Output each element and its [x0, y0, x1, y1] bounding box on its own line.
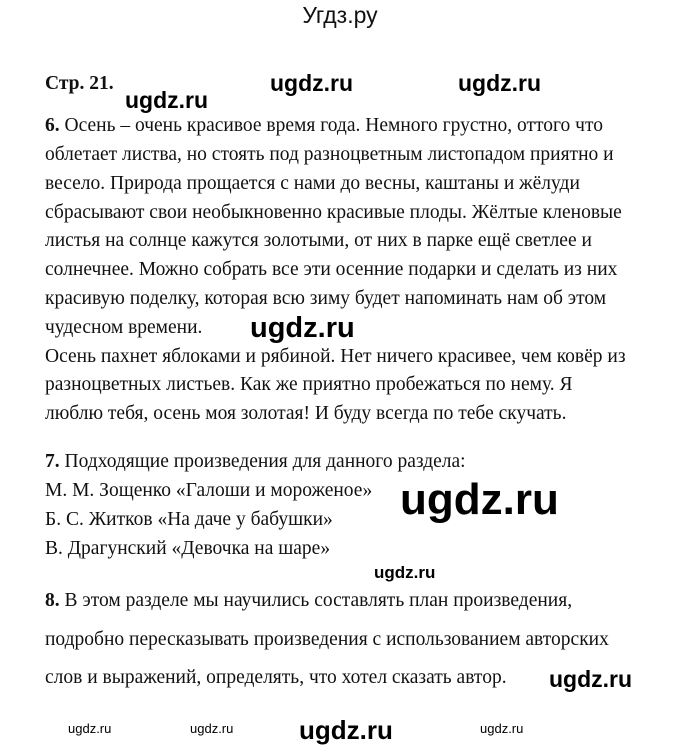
site-header-title: Угдз.ру [302, 2, 378, 28]
task6-line: Осень пахнет яблоками и рябиной. Нет ничего красивее, чем ковёр из [45, 346, 626, 367]
watermark: ugdz.ru [480, 721, 524, 736]
task8-line [45, 589, 572, 613]
task6-line: солнечнее. Можно собрать все эти осенние подарки и сделать из них [45, 259, 618, 280]
page-reference-text: Стр. 21. [45, 73, 114, 94]
task-text: Подходящие произведения для данного раздела: [64, 451, 466, 472]
watermark: ugdz.ru [374, 563, 436, 582]
watermark: ugdz.ru [400, 475, 559, 524]
task8-line: подробно пересказывать произведения с использованием авторских [45, 629, 609, 650]
watermark: ugdz.ru [549, 666, 633, 692]
task6-line: облетает листва, но стоять под разноцветным листопадом приятно и [45, 144, 614, 165]
task6-line [45, 114, 603, 138]
work-item: М. М. Зощенко «Галоши и мороженое» [45, 480, 373, 501]
task6-line: чудесном времени. [45, 317, 203, 338]
work-item: В. Драгунский «Девочка на шаре» [45, 538, 331, 559]
task8-line: слов и выражений, определять, что хотел сказать автор. [45, 667, 507, 688]
watermark: ugdz.ru [125, 87, 209, 113]
task6-line: красивую поделку, которая всю зиму будет напоминать нам об этом [45, 288, 607, 309]
page-reference [45, 72, 114, 96]
watermark: ugdz.ru [190, 721, 234, 736]
task-text: Осень – очень красивое время года. Немного грустно, оттого что [64, 115, 603, 136]
work-item: Б. С. Житков «На даче у бабушки» [45, 509, 333, 530]
task6-line: листья на солнце кажутся золотыми, от них в парке ещё светлее и [45, 230, 592, 251]
task-number: 6. [45, 115, 60, 136]
task6-line: сбрасывают свои необыкновенно красивые плоды. Жёлтые кленовые [45, 202, 622, 223]
watermark: ugdz.ru [270, 70, 354, 96]
task7-intro [45, 450, 466, 474]
watermark: ugdz.ru [299, 715, 393, 745]
task-number: 8. [45, 590, 60, 611]
watermark: ugdz.ru [458, 70, 542, 96]
watermark: ugdz.ru [250, 312, 355, 344]
task6-line: люблю тебя, осень моя золотая! И буду всегда по тебе скучать. [45, 403, 567, 424]
task6-line: весело. Природа прощается с нами до весны, каштаны и жёлуди [45, 173, 580, 194]
watermark: ugdz.ru [68, 721, 112, 736]
task-text: В этом разделе мы научились составлять план произведения, [64, 590, 573, 611]
task6-line: разноцветных листьев. Как же приятно пробежаться по нему. Я [45, 374, 573, 395]
task-number: 7. [45, 451, 60, 472]
